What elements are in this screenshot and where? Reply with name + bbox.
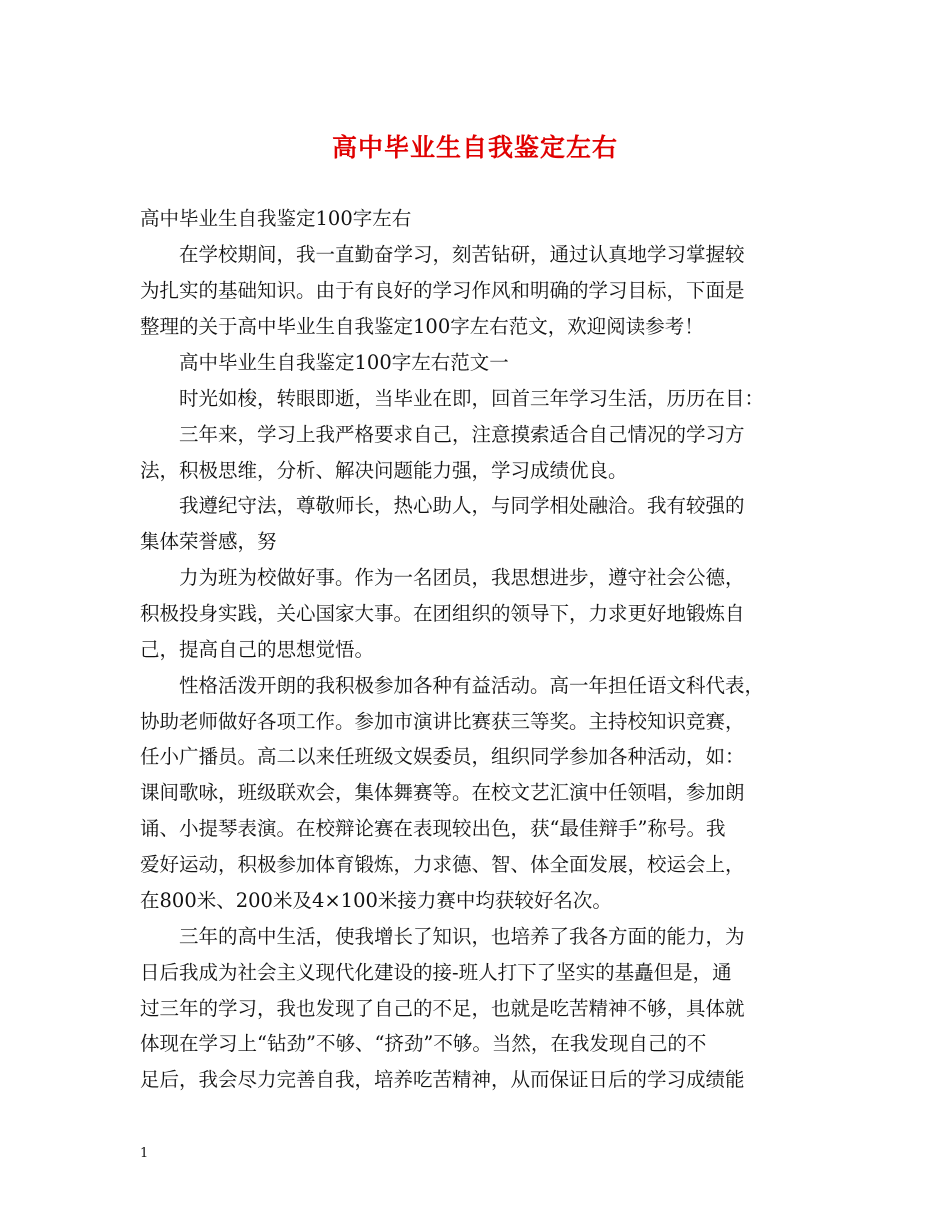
text-line: 高中毕业生自我鉴定100字左右范文一 xyxy=(140,351,509,374)
text-line: 为扎实的基础知识。由于有良好的学习作风和明确的学习目标，下面是 xyxy=(140,279,745,302)
text-line: 协助老师做好各项工作。参加市演讲比赛获三等奖。主持校知识竞赛， xyxy=(140,710,745,733)
text-line: 整理的关于高中毕业生自我鉴定100字左右范文，欢迎阅读参考！ xyxy=(140,315,704,338)
page-number: 1 xyxy=(140,1146,149,1161)
text-line: 过三年的学习，我也发现了自己的不足，也就是吃苦精神不够，具体就 xyxy=(140,997,745,1020)
text-line: 诵、小提琴表演。在校辩论赛在表现较出色，获“最佳辩手”称号。我 xyxy=(140,817,726,840)
text-line: 力为班为校做好事。作为一名团员，我思想进步，遵守社会公德， xyxy=(140,566,745,589)
text-line: 任小广播员。高二以来任班级文娱委员，组织同学参加各种活动，如： xyxy=(140,745,745,768)
text-line: 高中毕业生自我鉴定100字左右 xyxy=(140,207,412,230)
text-line: 积极投身实践，关心国家大事。在团组织的领导下，力求更好地锻炼自 xyxy=(140,602,745,625)
text-line: 三年的高中生活，使我增长了知识，也培养了我各方面的能力，为 xyxy=(140,925,745,948)
text-line: 三年来，学习上我严格要求自己，注意摸索适合自己情况的学习方 xyxy=(140,423,745,446)
text-line: 足后，我会尽力完善自我，培养吃苦精神，从而保证日后的学习成绩能 xyxy=(140,1068,745,1091)
text-line: 性格活泼开朗的我积极参加各种有益活动。高一年担任语文科代表， xyxy=(140,674,765,697)
text-line: 集体荣誉感，努 xyxy=(140,530,277,553)
text-line: 爱好运动，积极参加体育锻炼，力求德、智、体全面发展，校运会上， xyxy=(140,853,745,876)
text-line: 时光如梭，转眼即逝，当毕业在即，回首三年学习生活，历历在目： xyxy=(140,387,765,410)
text-line: 在800米、200米及4×100米接力赛中均获较好名次。 xyxy=(140,889,612,912)
text-line: 己，提高自己的思想觉悟。 xyxy=(140,638,375,661)
text-line: 日后我成为社会主义现代化建设的接-班人打下了坚实的基矗但是，通 xyxy=(140,961,732,984)
text-line: 体现在学习上“钻劲”不够、“挤劲”不够。当然，在我发现自己的不 xyxy=(140,1032,707,1055)
text-line: 在学校期间，我一直勤奋学习，刻苦钻研，通过认真地学习掌握较 xyxy=(140,243,745,266)
document-title: 高中毕业生自我鉴定左右 xyxy=(331,133,618,162)
text-line: 课间歌咏，班级联欢会，集体舞赛等。在校文艺汇演中任领唱，参加朗 xyxy=(140,781,745,804)
text-line: 我遵纪守法，尊敬师长，热心助人，与同学相处融洽。我有较强的 xyxy=(140,494,745,517)
text-line: 法，积极思维，分析、解决问题能力强，学习成绩优良。 xyxy=(140,459,628,482)
